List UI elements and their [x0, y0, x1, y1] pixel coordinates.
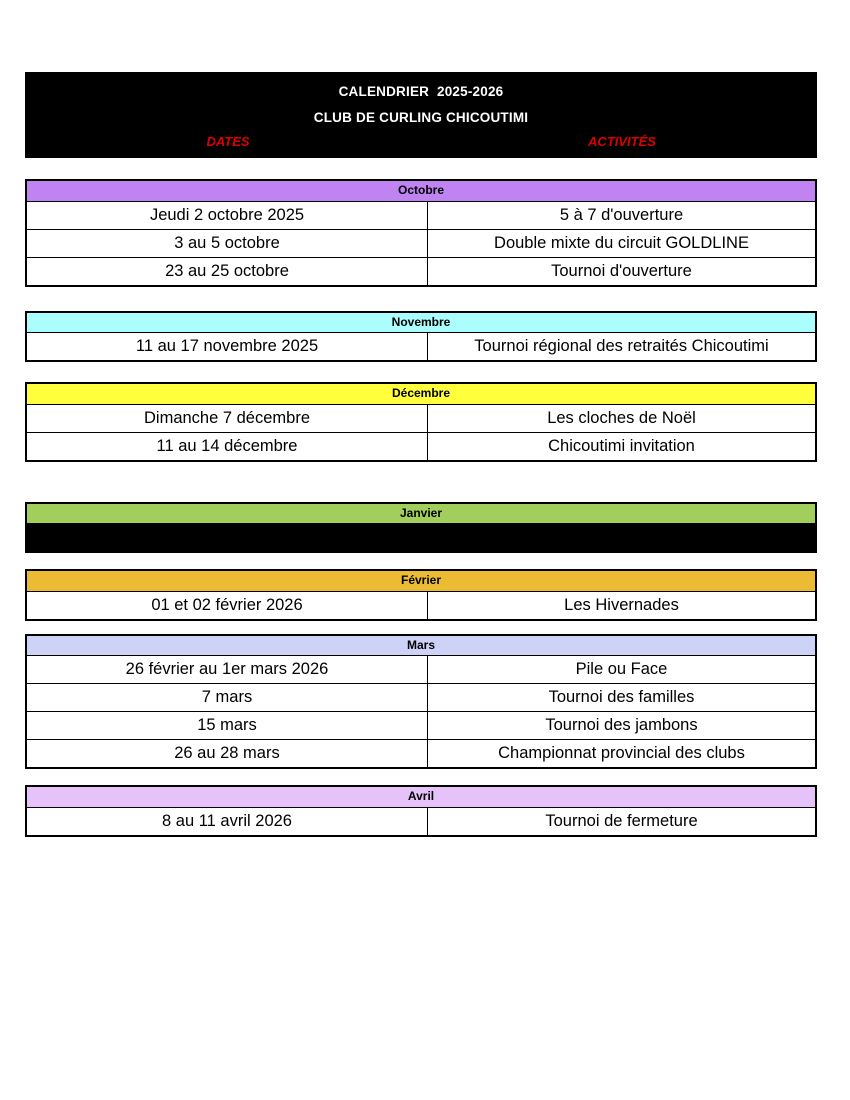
month-section-fevrier	[25, 569, 817, 621]
title-block	[25, 72, 817, 158]
month-section-janvier	[25, 502, 817, 554]
activity-cell: Championnat provincial des clubs	[498, 744, 745, 763]
table-row	[27, 405, 815, 432]
month-section-avril	[25, 785, 817, 837]
activity-cell: Pile ou Face	[575, 660, 668, 679]
table-row	[27, 656, 815, 683]
month-header: Novembre	[27, 313, 815, 334]
table-row-empty	[27, 524, 815, 551]
table-row	[27, 432, 815, 460]
activity-cell: Tournoi des jambons	[545, 716, 698, 735]
date-cell: 3 au 5 octobre	[27, 230, 428, 257]
calendar-document	[25, 72, 817, 837]
table-row	[27, 592, 815, 619]
date-cell: 7 mars	[27, 684, 428, 711]
activity-cell: Tournoi de fermeture	[545, 811, 698, 830]
table-row	[27, 683, 815, 711]
month-section-mars	[25, 634, 817, 770]
date-cell: 26 février au 1er mars 2026	[27, 656, 428, 683]
col-head-dates: DATES	[206, 134, 250, 149]
activity-cell: Tournoi d'ouverture	[551, 261, 692, 280]
empty-cell	[27, 524, 815, 551]
date-cell: 23 au 25 octobre	[27, 258, 428, 285]
table-row	[27, 711, 815, 739]
table-row	[27, 202, 815, 229]
activity-cell: Double mixte du circuit GOLDLINE	[494, 233, 749, 252]
month-header: Décembre	[27, 384, 815, 405]
activity-cell: 5 à 7 d'ouverture	[559, 205, 684, 224]
date-cell: 11 au 17 novembre 2025	[27, 333, 428, 360]
col-head-activities: ACTIVITÉS	[588, 134, 656, 149]
doc-title: CALENDRIER 2025-2026	[338, 84, 504, 99]
doc-subtitle: CLUB DE CURLING CHICOUTIMI	[313, 110, 529, 125]
date-cell: 26 au 28 mars	[27, 740, 428, 767]
date-cell: Jeudi 2 octobre 2025	[27, 202, 428, 229]
table-row	[27, 808, 815, 835]
month-header: Octobre	[27, 181, 815, 202]
date-cell: 8 au 11 avril 2026	[27, 808, 428, 835]
activity-cell: Tournoi régional des retraités Chicoutimi	[474, 337, 769, 356]
date-cell: 01 et 02 février 2026	[27, 592, 428, 619]
month-header: Mars	[27, 636, 815, 657]
month-header: Janvier	[27, 504, 815, 525]
activity-cell: Les cloches de Noël	[547, 408, 696, 427]
table-row	[27, 333, 815, 360]
month-header: Février	[27, 571, 815, 592]
activity-cell: Tournoi des familles	[548, 688, 695, 707]
date-cell: 11 au 14 décembre	[27, 433, 428, 460]
table-row	[27, 257, 815, 285]
month-section-novembre	[25, 311, 817, 363]
column-headers	[27, 134, 815, 149]
table-row	[27, 229, 815, 257]
activity-cell: Chicoutimi invitation	[548, 436, 695, 455]
month-section-octobre	[25, 179, 817, 287]
month-section-decembre	[25, 382, 817, 462]
activity-cell: Les Hivernades	[564, 595, 679, 614]
month-header: Avril	[27, 787, 815, 808]
table-row	[27, 739, 815, 767]
date-cell: Dimanche 7 décembre	[27, 405, 428, 432]
date-cell: 15 mars	[27, 712, 428, 739]
